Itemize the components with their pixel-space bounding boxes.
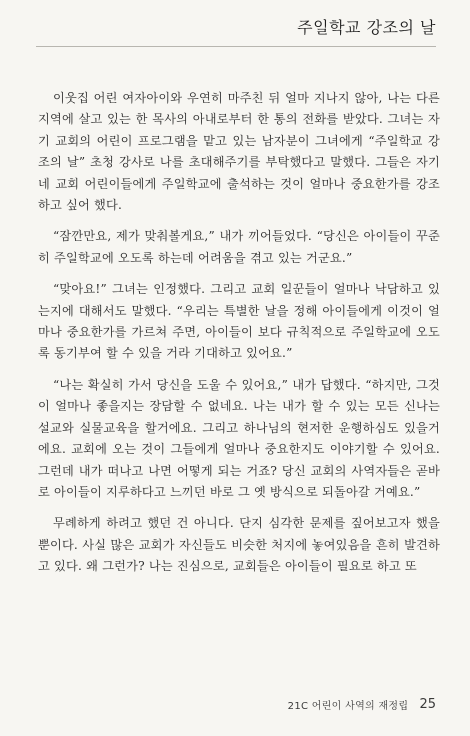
page-number: 25 [419, 697, 436, 712]
paragraph: 무례하게 하려고 했던 건 아니다. 단지 심각한 문제를 짚어보고자 했을 뿐이다. 사실 많은 교회가 자신들도 비슷한 처지에 놓여있음을 흔히 발견하고 있다. 왜 그런가? 나는 진심으로, 교회들은 아이들이 필요로 하고 또 [38, 516, 440, 574]
running-footer-book-title: 21C 어린이 사역의 재정립 [287, 701, 409, 712]
page-footer [288, 694, 436, 713]
paragraph: “잠깐만요, 제가 맞춰볼게요,” 내가 끼어들었다. “당신은 아이들이 꾸준히 주일학교에 오도록 하는데 어려움을 겪고 있는 거군요.” [38, 229, 440, 265]
paragraph: “나는 확실히 가서 당신을 도울 수 있어요,” 내가 답했다. “하지만, 그것이 얼마나 좋을지는 장담할 수 없네요. 나는 내가 할 수 있는 모든 신나는 설교와 실물교육을 할거에요. 그리고 하나님의 현저한 운행하심도 있을거에요. 교회에 오는 것이 그들에게 얼마나 중요한지도 이야기할 수 있어요. 그런데 내가 떠나고 나면 어떻게 되는 거죠? 당신 교회의 사역자들은 곧바로 아이들이 지루하다고 느끼던 바로 그 옛 방식으로 되돌아갈 거예요.” [38, 377, 440, 499]
paragraph: “맞아요!” 그녀는 인정했다. 그리고 교회 일꾼들이 얼마나 낙담하고 있는지에 대해서도 말했다. “우리는 특별한 날을 정해 아이들에게 이것이 얼마나 중요한가를 가르쳐 주면, 아이들이 보다 규칙적으로 주일학교에 오도록 동기부여 할 수 있을 거라 기대하고 있어요.” [38, 282, 440, 361]
body-text [38, 88, 440, 578]
header-divider [36, 46, 436, 47]
paragraph: 이웃집 어린 여자아이와 우연히 마주친 뒤 얼마 지나지 않아, 나는 다른 지역에 살고 있는 한 목사의 아내로부터 한 통의 전화를 받았다. 그녀는 자기 교회의 어린이 프로그램을 맡고 있는 남자분이 그녀에게 “주일학교 강조의 날” 초청 강사로 나를 초대해주기를 부탁했다고 말했다. 그들은 자기네 교회 어린이들에게 주일학교에 출석하는 것이 얼마나 중요한가를 강조하고 싶어 했다. [38, 91, 440, 213]
chapter-title: 주일학교 강조의 날 [297, 18, 436, 37]
